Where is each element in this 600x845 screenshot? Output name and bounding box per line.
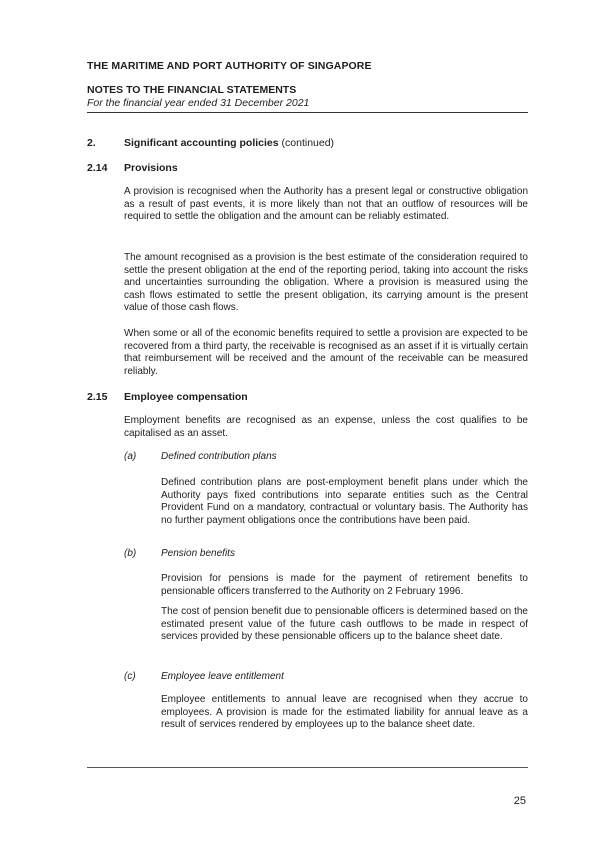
subsection-title: Pension benefits: [161, 548, 235, 559]
subsection-title: Employee leave entitlement: [161, 671, 284, 682]
section-number: 2.: [87, 137, 96, 149]
header-divider: [87, 112, 528, 113]
employee-comp-number: 2.15: [87, 391, 108, 403]
financial-period: For the financial year ended 31 December 2021: [87, 97, 310, 109]
subsection-paragraph: Employee entitlements to annual leave are recognised when they accrue to employees. A provision is made for the estimated liability for annual leave as a result of services rendered by employees up to the balance sheet date.: [161, 694, 528, 731]
notes-title: NOTES TO THE FINANCIAL STATEMENTS: [87, 84, 297, 96]
provisions-paragraph: The amount recognised as a provision is the best estimate of the consideration required to settle the present obligation at the end of the reporting period, taking into account the risks and uncertainties surrounding the obligation. Where a provision is measured using the cash flows estimated to settle the present obligation, its carrying amount is the present value of those cash flows.: [124, 252, 528, 314]
provisions-paragraph: A provision is recognised when the Authority has a present legal or constructive obligation as a result of past events, it is more likely than not that an outflow of resources will be required to settle the obligation and the amount can be reliably estimated.: [124, 186, 528, 223]
provisions-number: 2.14: [87, 162, 108, 174]
employee-comp-title: Employee compensation: [124, 391, 248, 403]
subsection-paragraph: The cost of pension benefit due to pensionable officers is determined based on the estimated present value of the future cash outflows to be made in respect of services provided by these pensionable officers up to the balance sheet date.: [161, 606, 528, 643]
section-continued: (continued): [278, 137, 335, 149]
organization-name: THE MARITIME AND PORT AUTHORITY OF SINGAPORE: [87, 60, 372, 72]
page-number: 25: [513, 795, 526, 807]
provisions-title: Provisions: [124, 162, 178, 174]
subsection-label: (a): [124, 451, 137, 462]
section-title: Significant accounting policies: [124, 137, 279, 149]
subsection-paragraph: Defined contribution plans are post-employment benefit plans under which the Authority pays fixed contributions into separate entities such as the Central Provident Fund on a mandatory, contractual or voluntary basis. The Authority has no further payment obligations once the contributions have been paid.: [161, 477, 528, 526]
subsection-label: (c): [124, 671, 136, 682]
subsection-paragraph: Provision for pensions is made for the payment of retirement benefits to pensionable officers transferred to the Authority on 2 February 1996.: [161, 573, 528, 597]
footer-divider: [87, 767, 528, 768]
subsection-title: Defined contribution plans: [161, 451, 277, 462]
subsection-label: (b): [124, 548, 137, 559]
employee-comp-intro: Employment benefits are recognised as an expense, unless the cost qualifies to be capitalised as an asset.: [124, 415, 528, 439]
provisions-paragraph: When some or all of the economic benefits required to settle a provision are expected to be recovered from a third party, the receivable is recognised as an asset if it is virtually certain that reimbursement will be received and the amount of the receivable can be measured reliably.: [124, 328, 528, 377]
